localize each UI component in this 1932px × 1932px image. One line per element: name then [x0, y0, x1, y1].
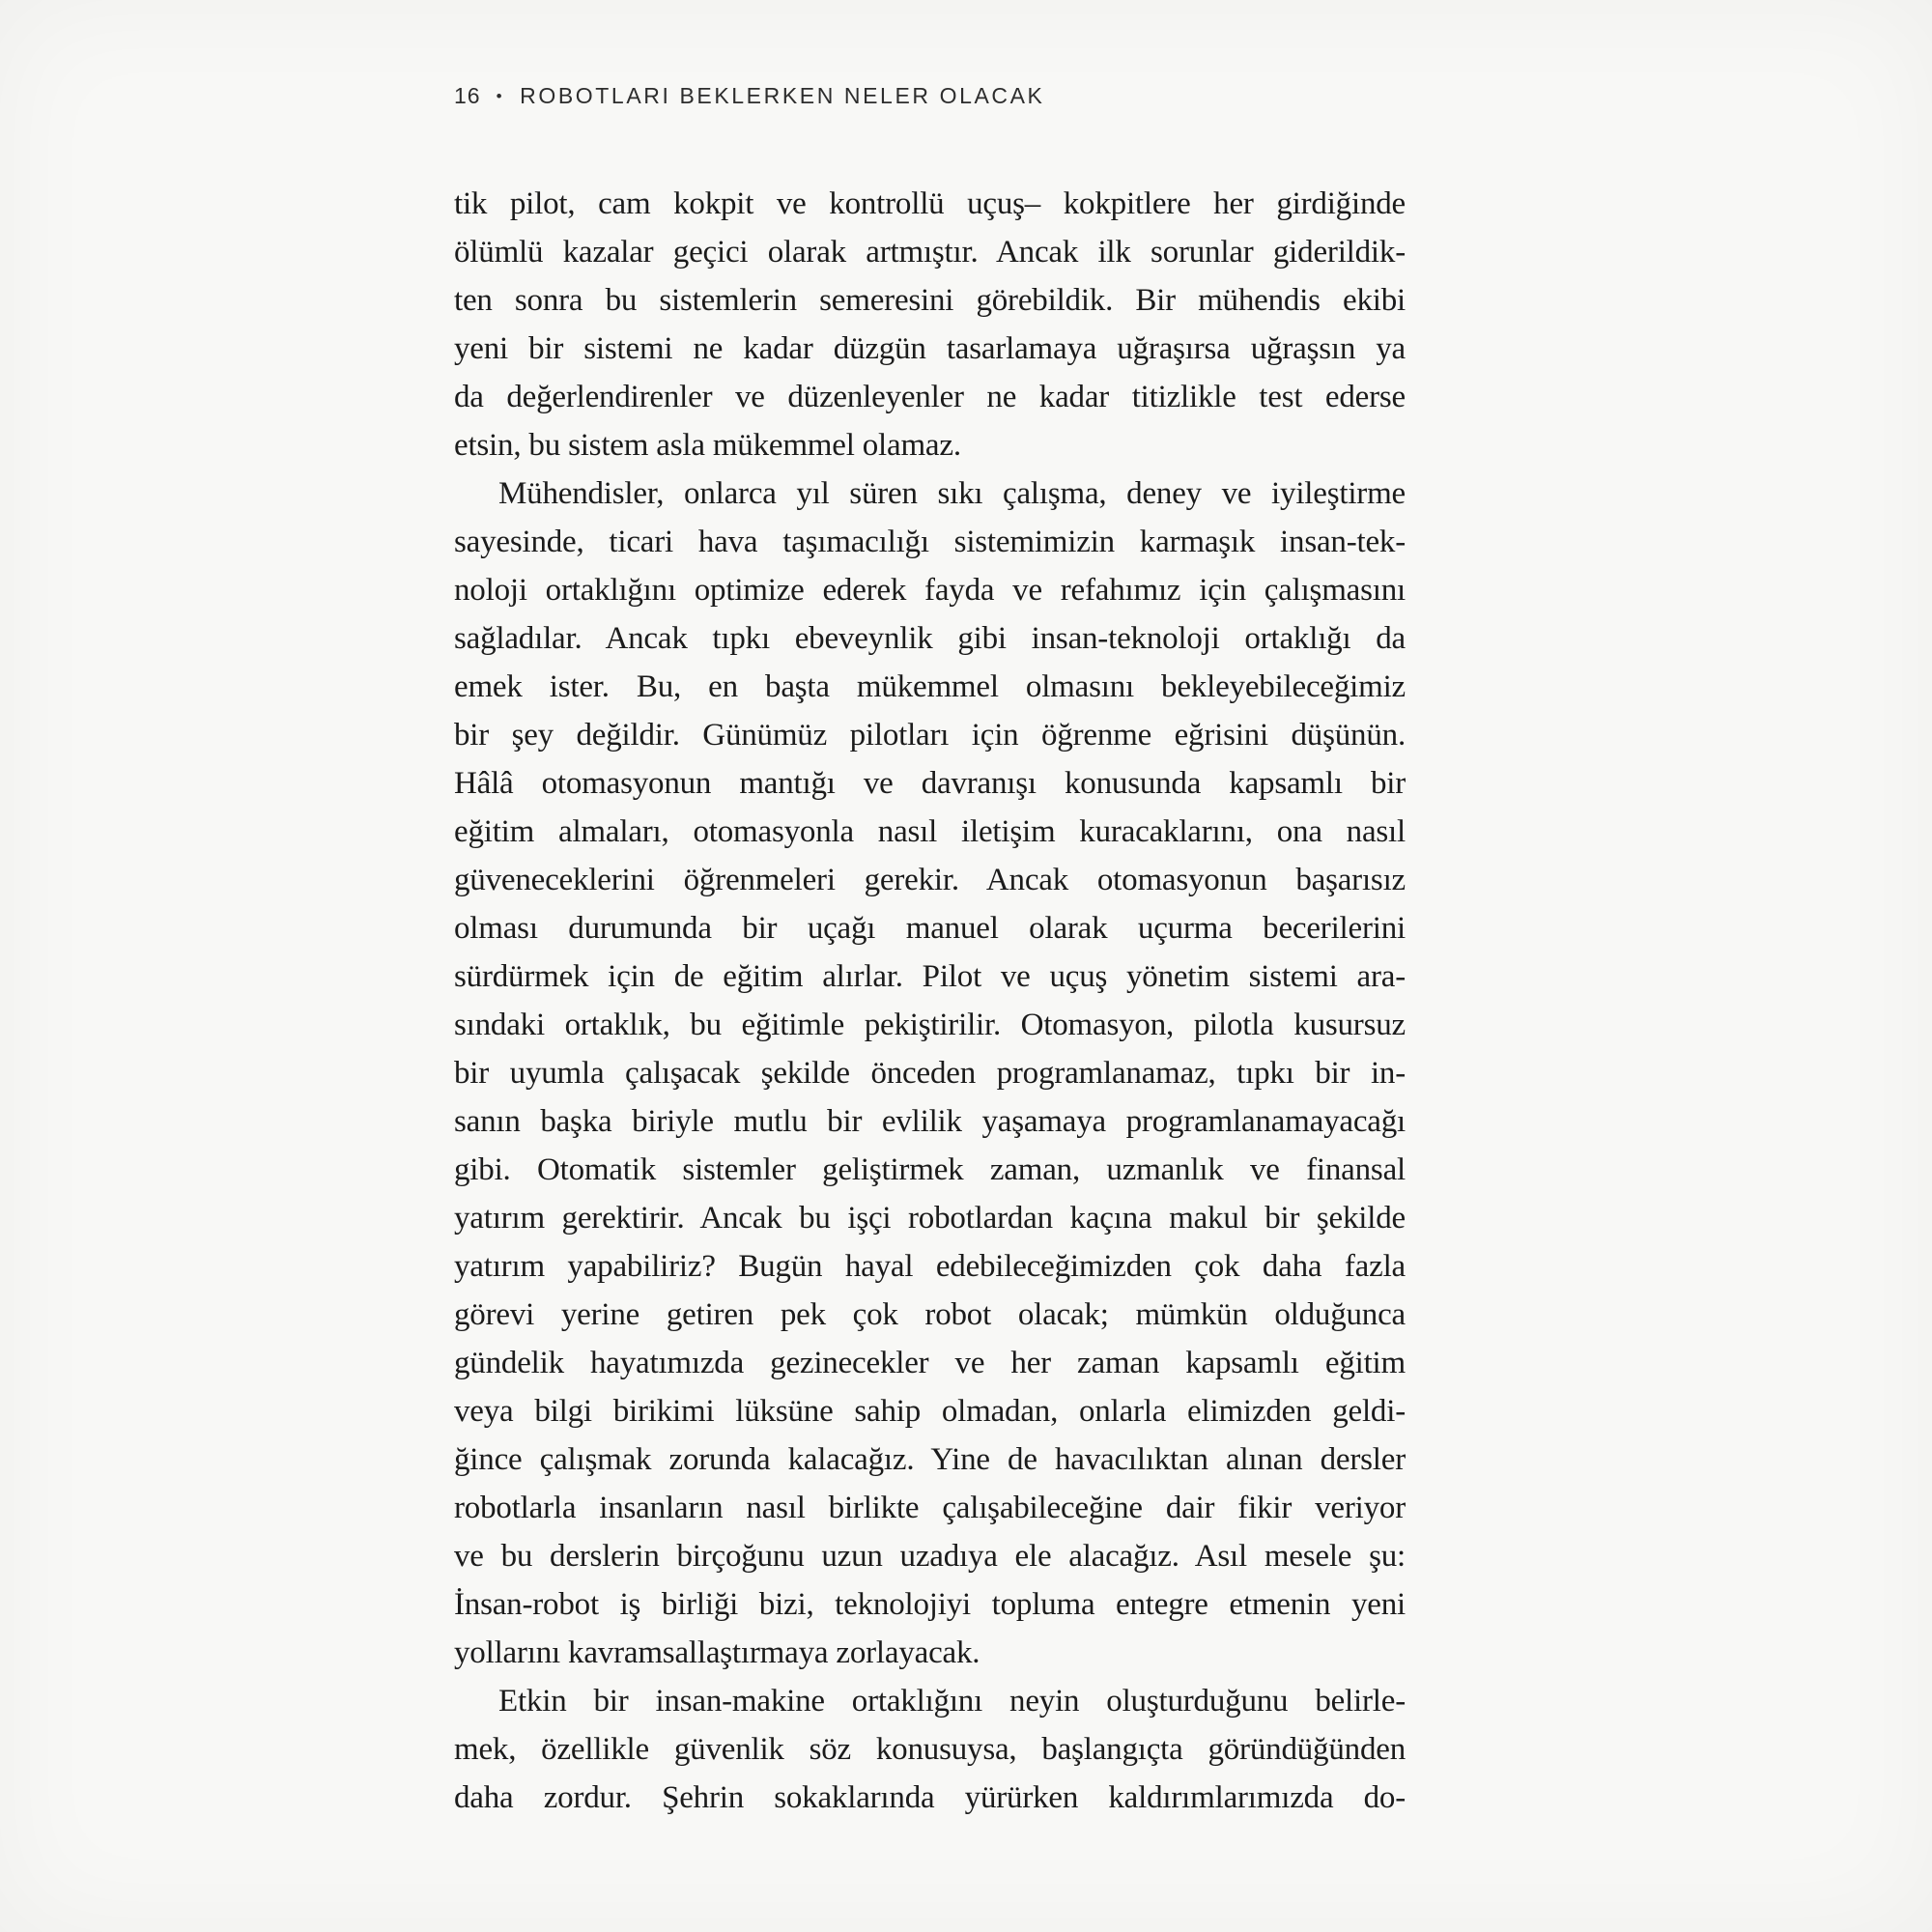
text-line: Mühendisler, onlarca yıl süren sıkı çalışma, deney ve iyileştirme	[498, 476, 1406, 511]
text-line: sanın başka biriyle mutlu bir evlilik yaşamaya programlanamayacağı	[454, 1104, 1406, 1139]
text-line: mek, özellikle güvenlik söz konusuysa, başlangıçta göründüğünden	[454, 1732, 1406, 1767]
text-line: güveneceklerini öğrenmeleri gerekir. Ancak otomasyonun başarısız	[454, 863, 1406, 897]
text-line: yatırım gerektirir. Ancak bu işçi robotlardan kaçına makul bir şekilde	[454, 1201, 1406, 1236]
text-line: emek ister. Bu, en başta mükemmel olmasını bekleyebileceğimiz	[454, 669, 1406, 704]
running-head	[454, 83, 1045, 109]
text-line: sürdürmek için de eğitim alırlar. Pilot ve uçuş yönetim sistemi ara-	[454, 959, 1406, 994]
text-line: görevi yerine getiren pek çok robot olacak; mümkün olduğunca	[454, 1297, 1406, 1332]
page-number: 16	[454, 83, 481, 108]
text-line: etsin, bu sistem asla mükemmel olamaz.	[454, 428, 961, 463]
page-body-text	[454, 180, 1406, 1822]
text-line: eğitim almaları, otomasyonla nasıl iletişim kuracaklarını, ona nasıl	[454, 814, 1406, 849]
text-line: noloji ortaklığını optimize ederek fayda ve refahımız için çalışmasını	[454, 573, 1406, 608]
text-line: Hâlâ otomasyonun mantığı ve davranışı konusunda kapsamlı bir	[454, 766, 1406, 801]
text-line: yeni bir sistemi ne kadar düzgün tasarlamaya uğraşırsa uğraşsın ya	[454, 331, 1406, 366]
text-line: bir uyumla çalışacak şekilde önceden programlanamaz, tıpkı bir in-	[454, 1056, 1406, 1091]
text-line: tik pilot, cam kokpit ve kontrollü uçuş– kokpitlere her girdiğinde	[454, 186, 1406, 221]
text-line: sayesinde, ticari hava taşımacılığı sistemimizin karmaşık insan-tek-	[454, 525, 1406, 559]
text-line: sındaki ortaklık, bu eğitimle pekiştirilir. Otomasyon, pilotla kusursuz	[454, 1008, 1406, 1042]
header-bullet-icon: •	[496, 86, 505, 105]
text-line: yollarını kavramsallaştırmaya zorlayacak.	[454, 1635, 980, 1670]
text-line: olması durumunda bir uçağı manuel olarak uçurma becerilerini	[454, 911, 1406, 946]
running-title: ROBOTLARI BEKLERKEN NELER OLACAK	[520, 83, 1045, 108]
text-line: bir şey değildir. Günümüz pilotları için öğrenme eğrisini düşünün.	[454, 718, 1406, 753]
text-line: robotlarla insanların nasıl birlikte çalışabileceğine dair fikir veriyor	[454, 1491, 1406, 1525]
text-line: daha zordur. Şehrin sokaklarında yürürken kaldırımlarımızda do-	[454, 1780, 1406, 1815]
text-line: gündelik hayatımızda gezinecekler ve her zaman kapsamlı eğitim	[454, 1346, 1406, 1380]
text-line: ölümlü kazalar geçici olarak artmıştır. Ancak ilk sorunlar giderildik-	[454, 235, 1406, 270]
text-line: gibi. Otomatik sistemler geliştirmek zaman, uzmanlık ve finansal	[454, 1152, 1406, 1187]
text-line: da değerlendirenler ve düzenleyenler ne kadar titizlikle test ederse	[454, 380, 1406, 414]
text-line: sağladılar. Ancak tıpkı ebeveynlik gibi insan-teknoloji ortaklığı da	[454, 621, 1406, 656]
text-line: veya bilgi birikimi lüksüne sahip olmadan, onlarla elimizden geldi-	[454, 1394, 1406, 1429]
text-line: ve bu derslerin birçoğunu uzun uzadıya ele alacağız. Asıl mesele şu:	[454, 1539, 1406, 1574]
text-line: Etkin bir insan-makine ortaklığını neyin oluşturduğunu belirle-	[498, 1684, 1406, 1719]
text-line: ğince çalışmak zorunda kalacağız. Yine de havacılıktan alınan dersler	[454, 1442, 1406, 1477]
text-line: yatırım yapabiliriz? Bugün hayal edebileceğimizden çok daha fazla	[454, 1249, 1406, 1284]
text-line: ten sonra bu sistemlerin semeresini görebildik. Bir mühendis ekibi	[454, 283, 1406, 318]
text-line: İnsan-robot iş birliği bizi, teknolojiyi topluma entegre etmenin yeni	[454, 1587, 1406, 1622]
